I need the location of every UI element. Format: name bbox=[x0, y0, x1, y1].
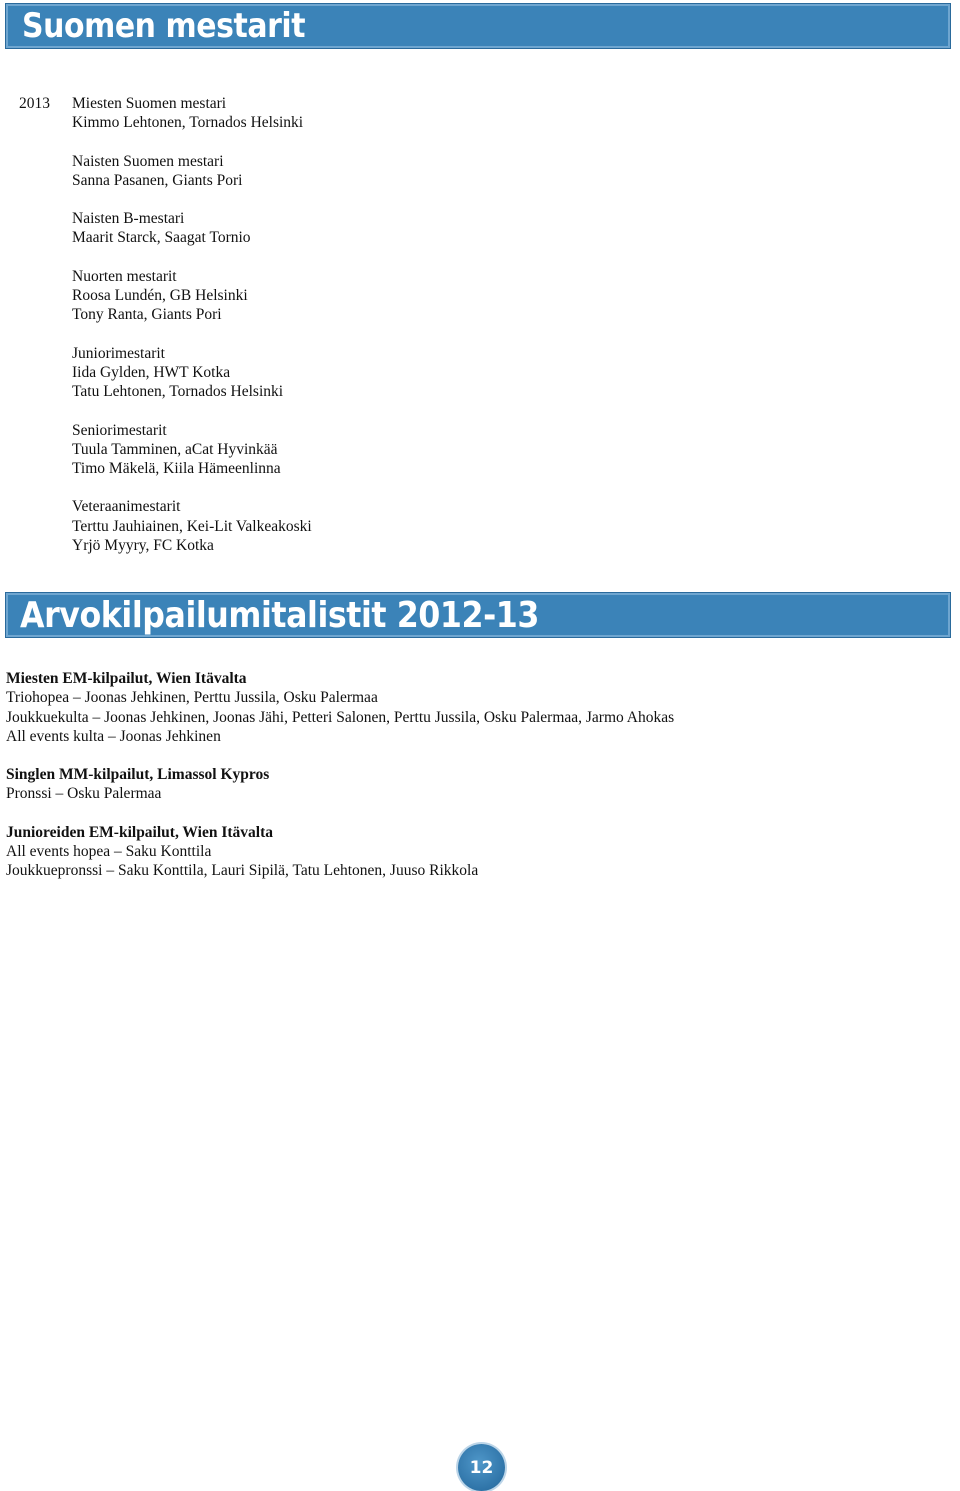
medalists-list bbox=[6, 669, 946, 900]
champions-year: 2013 bbox=[19, 95, 50, 112]
competition-title: Junioreiden EM-kilpailut, Wien Itävalta bbox=[6, 823, 273, 841]
champion-entry: Timo Mäkelä, Kiila Hämeenlinna bbox=[72, 460, 281, 478]
champion-entry: Yrjö Myyry, FC Kotka bbox=[72, 537, 214, 555]
champion-entry: Tuula Tamminen, aCat Hyvinkää bbox=[72, 440, 278, 458]
champion-category: Juniorimestarit bbox=[72, 344, 165, 362]
champion-category: Nuorten mestarit bbox=[72, 267, 177, 285]
champion-group bbox=[72, 344, 672, 402]
champion-entry: Tatu Lehtonen, Tornados Helsinki bbox=[72, 383, 284, 401]
competition-title: Miesten EM-kilpailut, Wien Itävalta bbox=[6, 670, 247, 687]
page-number: 12 bbox=[469, 1457, 494, 1478]
champion-category: Miesten Suomen mestari bbox=[72, 95, 227, 112]
champion-entry: Tony Ranta, Giants Pori bbox=[72, 306, 222, 324]
champion-group bbox=[72, 497, 672, 555]
champion-entry: Terttu Jauhiainen, Kei-Lit Valkeakoski bbox=[72, 517, 312, 535]
champion-group bbox=[72, 421, 672, 479]
medal-group bbox=[6, 765, 946, 804]
champion-group bbox=[72, 209, 672, 248]
medal-group bbox=[6, 669, 946, 746]
champions-list bbox=[72, 94, 672, 574]
champion-group bbox=[72, 152, 672, 191]
section-title-champions: Suomen mestarit bbox=[22, 6, 306, 46]
champion-category: Naisten B-mestari bbox=[72, 210, 185, 228]
champion-category: Veteraanimestarit bbox=[72, 498, 181, 516]
champion-category: Naisten Suomen mestari bbox=[72, 152, 224, 170]
medal-entry: All events hopea – Saku Konttila bbox=[6, 843, 212, 861]
champion-entry: Sanna Pasanen, Giants Pori bbox=[72, 171, 243, 189]
medal-entry: Joukkuekulta – Joonas Jehkinen, Joonas Jähi, Petteri Salonen, Perttu Jussila, Osku Palermaa, Jarmo Ahokas bbox=[6, 708, 675, 726]
section-title-banner-champions bbox=[5, 3, 951, 49]
page-number-badge bbox=[458, 1444, 505, 1491]
section-title-medalists: Arvokilpailumitalistit 2012-13 bbox=[20, 594, 540, 636]
section-title-banner-medalists bbox=[5, 592, 951, 638]
medal-entry: Pronssi – Osku Palermaa bbox=[6, 785, 162, 803]
champion-entry: Kimmo Lehtonen, Tornados Helsinki bbox=[72, 114, 304, 132]
competition-title: Singlen MM-kilpailut, Limassol Kypros bbox=[6, 766, 270, 784]
champion-entry: Iida Gylden, HWT Kotka bbox=[72, 363, 231, 381]
medal-group bbox=[6, 823, 946, 881]
champion-group bbox=[72, 94, 672, 133]
champion-group bbox=[72, 267, 672, 325]
medal-entry: All events kulta – Joonas Jehkinen bbox=[6, 727, 221, 745]
champion-entry: Roosa Lundén, GB Helsinki bbox=[72, 287, 248, 305]
medal-entry: Triohopea – Joonas Jehkinen, Perttu Jussila, Osku Palermaa bbox=[6, 689, 378, 707]
champion-category: Seniorimestarit bbox=[72, 421, 167, 439]
medal-entry: Joukkuepronssi – Saku Konttila, Lauri Sipilä, Tatu Lehtonen, Juuso Rikkola bbox=[6, 862, 479, 880]
champion-entry: Maarit Starck, Saagat Tornio bbox=[72, 229, 251, 247]
